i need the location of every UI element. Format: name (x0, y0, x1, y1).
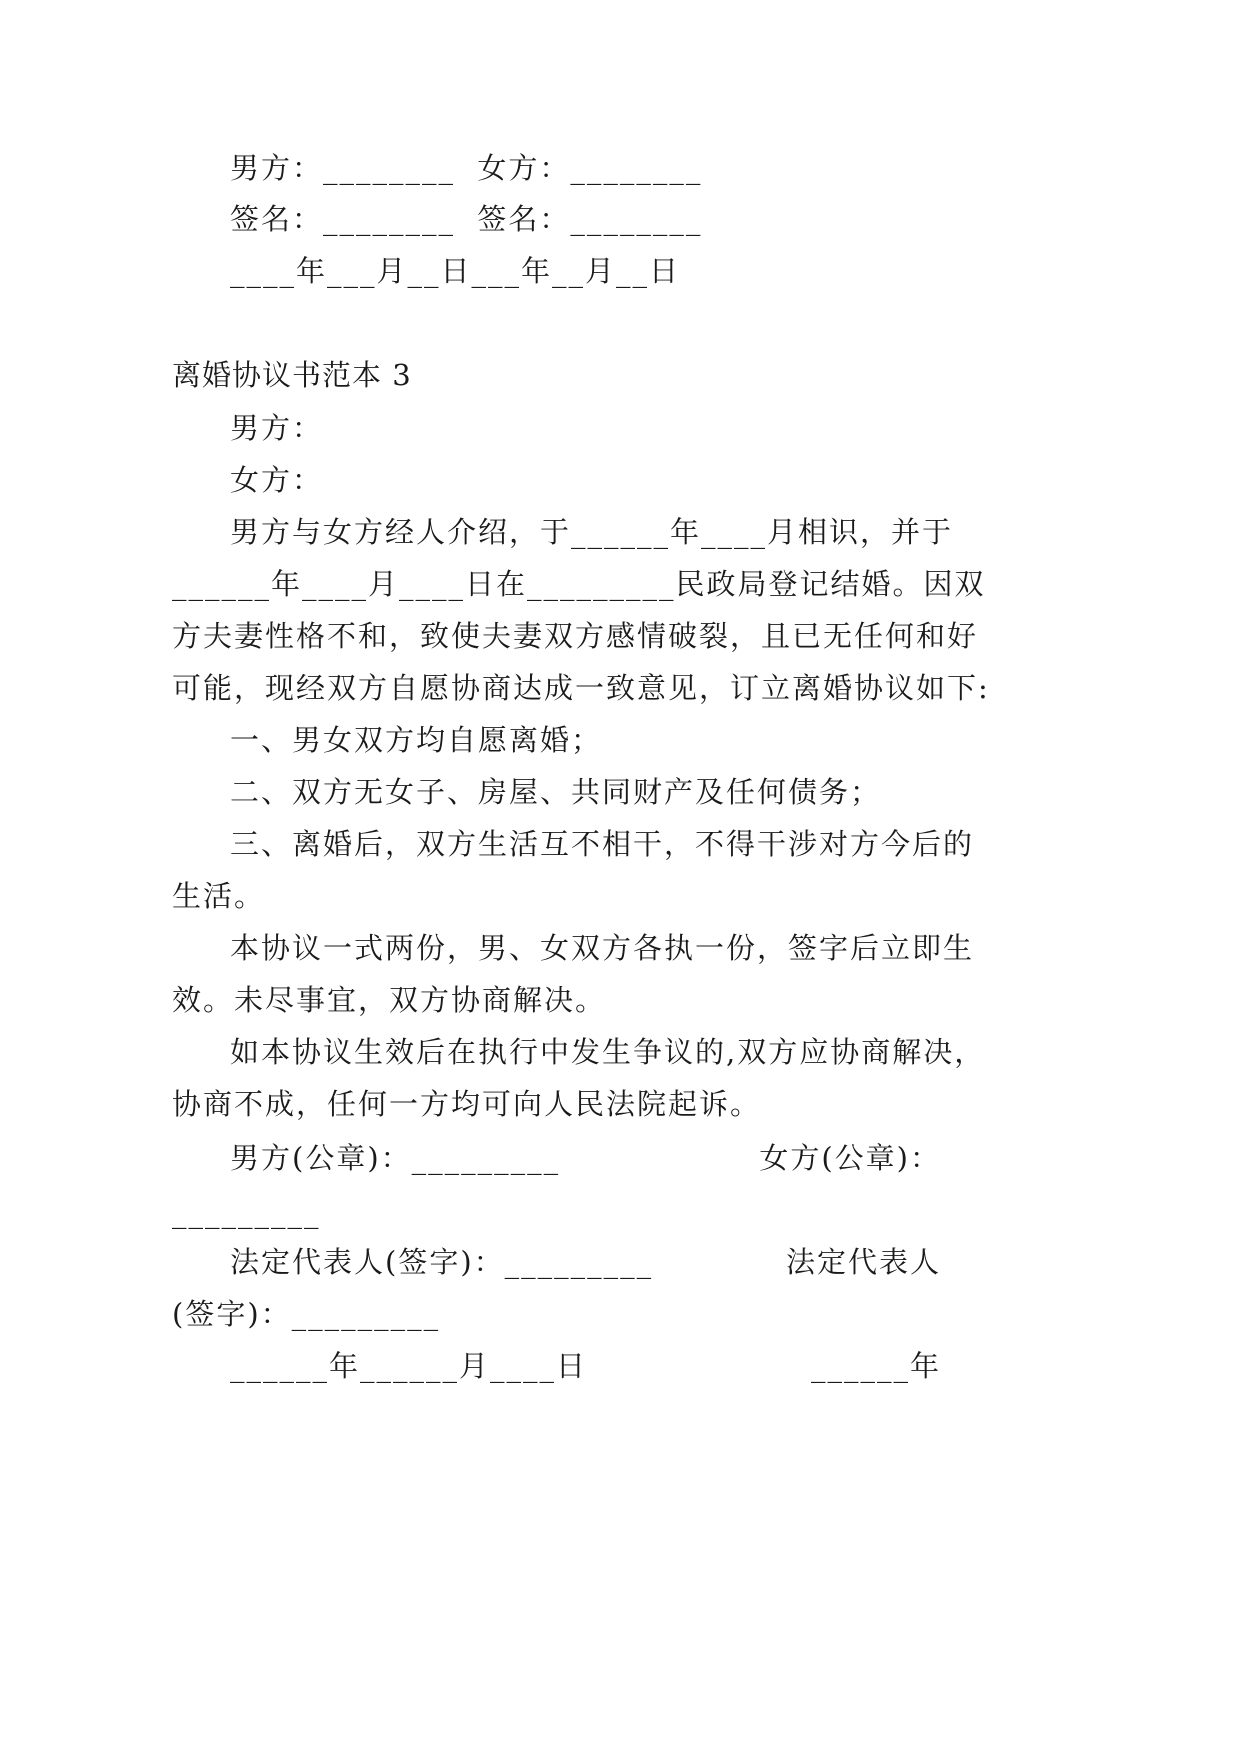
party-female: 女方： (230, 463, 324, 497)
rep-right-sign: (签字)：_________ (172, 1297, 441, 1331)
intro-line-1: 男方与女方经人介绍，于______年____月相识，并于 (230, 515, 954, 549)
intro-line-3: 方夫妻性格不和，致使夫妻双方感情破裂，且已无任何和好 (172, 619, 979, 653)
top-signature-sign: 签名：________ 签名：________ (230, 202, 703, 236)
intro-line-4: 可能，现经双方自愿协商达成一致意见，订立离婚协议如下: (172, 671, 990, 705)
party-male: 男方： (230, 411, 324, 445)
dispute-line-1: 如本协议生效后在执行中发生争议的,双方应协商解决， (230, 1035, 986, 1069)
clause-3-line-2: 生活。 (172, 879, 266, 913)
section-title: 离婚协议书范本 3 (172, 358, 412, 392)
clause-3-line-1: 三、离婚后，双方生活互不相干，不得干涉对方今后的 (230, 827, 975, 861)
copies-line-2: 效。未尽事宜，双方协商解决。 (172, 983, 607, 1017)
clause-1: 一、男女双方均自愿离婚； (230, 723, 603, 757)
copies-line-1: 本协议一式两份，男、女双方各执一份，签字后立即生 (230, 931, 975, 965)
date-left: ______年______月____日 (230, 1349, 588, 1383)
top-signature-names: 男方：________ 女方：________ (230, 151, 703, 185)
male-seal-field: 男方(公章)：_________ (230, 1141, 561, 1175)
intro-line-2: ______年____月____日在_________民政局登记结婚。因双 (172, 567, 986, 601)
rep-right-label: 法定代表人 (785, 1245, 941, 1279)
female-seal-label: 女方(公章)： (759, 1141, 941, 1175)
female-seal-blank: _________ (172, 1195, 321, 1229)
clause-2: 二、双方无女子、房屋、共同财产及任何债务； (230, 775, 882, 809)
dispute-line-2: 协商不成，任何一方均可向人民法院起诉。 (172, 1087, 762, 1121)
top-signature-date: ____年___月__日___年__月__日 (230, 254, 681, 288)
date-right: ______年 (810, 1349, 941, 1383)
rep-left-field: 法定代表人(签字)：_________ (230, 1245, 654, 1279)
